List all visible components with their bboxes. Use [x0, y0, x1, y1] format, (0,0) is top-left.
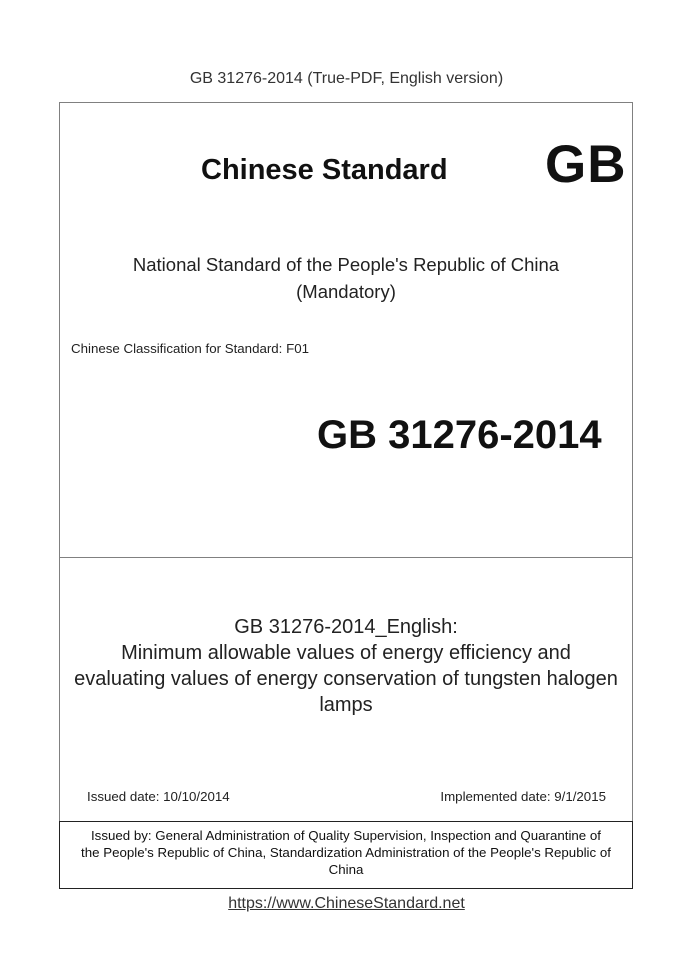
issued-date: Issued date: 10/10/2014 [87, 789, 230, 804]
footer [0, 895, 693, 913]
standard-code: GB 31276-2014 [317, 413, 602, 457]
classification-label: Chinese Classification for Standard: F01 [71, 341, 309, 356]
title-line: GB 31276-2014_English: [234, 616, 458, 638]
website-link[interactable]: https://www.ChineseStandard.net [228, 895, 465, 912]
document-title [59, 614, 633, 718]
gb-mark: GB [545, 135, 627, 194]
mandatory-label: (Mandatory) [296, 281, 396, 302]
title-line: evaluating values of energy conservation of tungsten halogen [74, 668, 618, 690]
standard-type-label: Chinese Standard [201, 154, 448, 186]
title-line: Minimum allowable values of energy efficiency and [121, 642, 571, 664]
issuer-box [59, 821, 633, 889]
issuer-line: Issued by: General Administration of Quality Supervision, Inspection and Quarantine of [90, 828, 601, 843]
title-line: lamps [319, 694, 373, 716]
page-header: GB 31276-2014 (True-PDF, English version) [189, 70, 504, 87]
national-standard-label [59, 251, 633, 305]
national-standard-line: National Standard of the People's Republic of China [132, 254, 560, 275]
issuer-line: the People's Republic of China, Standardization Administration of the People's Republic of [81, 845, 611, 860]
implemented-date: Implemented date: 9/1/2015 [440, 789, 606, 804]
issuer-line: China [328, 862, 364, 877]
